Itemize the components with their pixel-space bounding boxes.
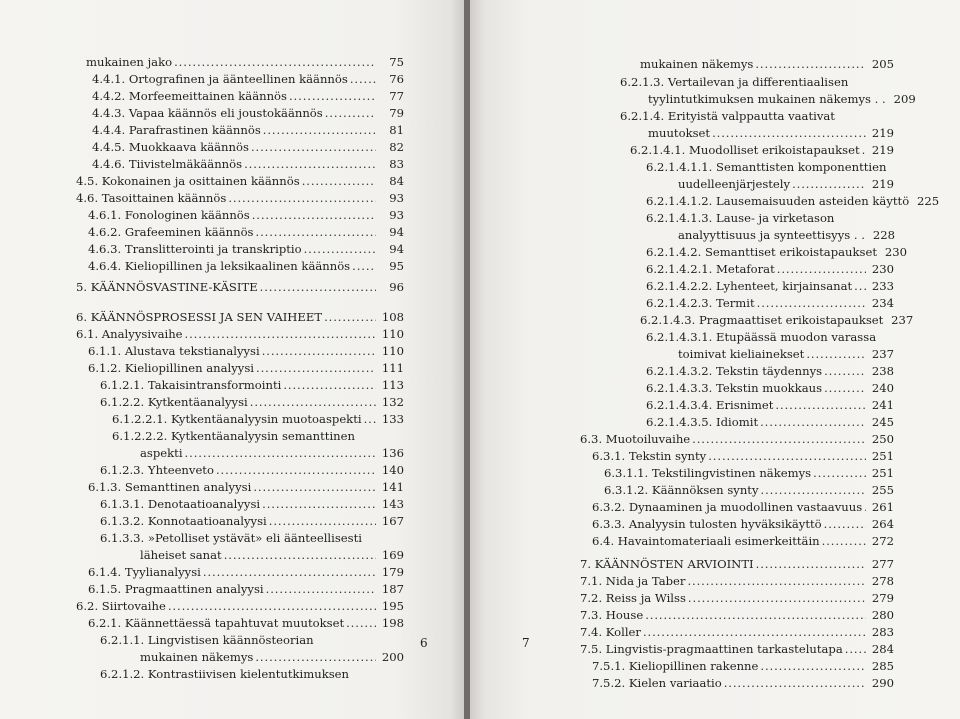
toc-entry-title: 6.2.1.4.2. Semanttiset erikoistapaukset — [646, 245, 877, 259]
toc-entry — [140, 442, 404, 460]
toc-entry — [76, 323, 404, 341]
dot-leader — [250, 395, 376, 409]
toc-page-number: 113 — [381, 378, 404, 392]
toc-page-number: 76 — [389, 72, 404, 86]
dot-leader — [712, 126, 866, 140]
toc-entry — [580, 621, 894, 639]
toc-entry — [100, 493, 404, 511]
toc-page-number: 93 — [389, 208, 404, 222]
dot-leader — [244, 157, 376, 171]
dot-leader — [862, 143, 866, 157]
toc-entry-title: 6.2.1.4.2.2. Lyhenteet, kirjainsanat — [646, 279, 853, 293]
dot-leader — [256, 361, 376, 375]
dot-leader — [775, 398, 866, 412]
toc-entry — [592, 655, 894, 673]
toc-entry — [140, 544, 404, 562]
toc-entry — [88, 357, 404, 375]
toc-entry-title: 6.1.2.3. Yhteenveto — [100, 463, 214, 477]
toc-entry-title: 6.3.1.2. Käännöksen synty — [604, 483, 759, 497]
toc-page-number: 234 — [871, 296, 894, 310]
toc-entry — [140, 646, 404, 664]
toc-entry-title: mukainen näkemys — [140, 650, 254, 664]
toc-entry — [604, 479, 894, 497]
toc-page-number: 225 — [917, 194, 940, 208]
toc-entry — [76, 276, 404, 294]
toc-entry — [640, 309, 914, 327]
toc-entry-title: 4.4.5. Muokkaava käännös — [92, 140, 249, 154]
dot-leader — [756, 557, 866, 571]
toc-entry — [646, 411, 894, 429]
toc-entry — [92, 102, 404, 120]
toc-entry-title: uudelleenjärjestely — [678, 177, 791, 191]
dot-leader — [260, 280, 376, 294]
toc-page-number: 251 — [871, 466, 894, 480]
toc-entry — [646, 207, 894, 225]
dot-leader — [263, 123, 376, 137]
dot-leader — [283, 378, 376, 392]
toc-entry-title: 6.2.1.4. Erityistä valppautta vaativat — [620, 109, 835, 123]
toc-page-number: 255 — [871, 483, 894, 497]
toc-page-number: 143 — [381, 497, 404, 511]
toc-entry — [580, 428, 894, 446]
toc-entry-title: 6.1.3. Semanttinen analyysi — [88, 480, 252, 494]
toc-entry — [646, 156, 894, 174]
dot-leader — [687, 574, 866, 588]
toc-page-number: 83 — [389, 157, 404, 171]
toc-entry — [592, 513, 894, 531]
toc-entry-title: 6.1.3.3. »Petolliset ystävät» eli äänteellisesti — [100, 531, 362, 545]
toc-entry — [646, 275, 894, 293]
toc-entry — [640, 53, 894, 71]
toc-entry-title: 6.1.2.2.1. Kytkentäanalyysin muotoaspekti — [112, 412, 362, 426]
toc-entry-title: 6.3.1. Tekstin synty — [592, 449, 707, 463]
toc-page-number: 94 — [389, 242, 404, 256]
toc-entry — [678, 224, 894, 242]
toc-page-number: 219 — [871, 143, 894, 157]
dot-leader — [364, 412, 376, 426]
toc-entry — [76, 306, 404, 324]
toc-entry — [92, 153, 404, 171]
dot-leader — [266, 582, 376, 596]
page-number-right: 7 — [522, 636, 530, 650]
toc-page-number: 179 — [381, 565, 404, 579]
dot-leader — [346, 616, 376, 630]
toc-entry — [646, 292, 894, 310]
dot-leader — [203, 565, 376, 579]
toc-entry — [92, 68, 404, 86]
toc-page-number: 82 — [389, 140, 404, 154]
toc-entry-title: 6.2.1.4.1. Muodolliset erikoistapaukset — [630, 143, 860, 157]
toc-entry-title: 4.4.6. Tiivistelmäkäännös — [92, 157, 243, 171]
toc-entry-title: 6.1.2. Kieliopillinen analyysi — [88, 361, 254, 375]
toc-entry — [630, 139, 894, 157]
left-page — [0, 0, 464, 719]
toc-page-number: 238 — [871, 364, 894, 378]
toc-page-number: 219 — [871, 126, 894, 140]
toc-page-number: 111 — [381, 361, 404, 375]
toc-page-number: 245 — [871, 415, 894, 429]
toc-page-number: 279 — [871, 591, 894, 605]
toc-entry-title: 4.4.1. Ortografinen ja äänteellinen käännös — [92, 72, 348, 86]
dot-leader — [688, 591, 866, 605]
toc-page-number: 261 — [871, 500, 894, 514]
toc-page-number: 219 — [871, 177, 894, 191]
toc-entry-title: 6.2.1.4.2.3. Termit — [646, 296, 755, 310]
toc-page-number: 77 — [389, 89, 404, 103]
dot-leader — [755, 57, 866, 71]
dot-leader — [325, 106, 376, 120]
toc-entry-title: 6.2.1.4.3.5. Idiomit — [646, 415, 759, 429]
dot-leader — [760, 415, 866, 429]
toc-entry-title: 6.2.1.4.1.3. Lause- ja virketason — [646, 211, 835, 225]
toc-entry — [592, 530, 894, 548]
toc-entry — [100, 663, 404, 681]
toc-entry — [604, 462, 894, 480]
toc-entry — [88, 238, 404, 256]
toc-entry — [100, 391, 404, 409]
toc-entry — [620, 105, 894, 123]
toc-entry-title: 6.1.3.1. Denotaatioanalyysi — [100, 497, 261, 511]
toc-entry-title: 6.2.1.2. Kontrastiivisen kielentutkimuksen — [100, 667, 349, 681]
toc-entry-title: 6.2.1.4.3.2. Tekstin täydennys — [646, 364, 823, 378]
dot-leader — [174, 55, 376, 69]
dot-leader — [262, 497, 376, 511]
toc-entry — [646, 258, 894, 276]
toc-entry-title: 7.1. Nida ja Taber — [580, 574, 686, 588]
toc-page-number: 198 — [381, 616, 404, 630]
toc-page-number: 132 — [381, 395, 404, 409]
toc-entry — [92, 85, 404, 103]
toc-page-number: 141 — [381, 480, 404, 494]
toc-page-number: 209 — [893, 92, 916, 106]
toc-entry — [648, 88, 916, 106]
toc-entry — [646, 241, 907, 259]
toc-entry-title: 7.2. Reiss ja Wilss — [580, 591, 686, 605]
dot-leader — [854, 279, 866, 293]
toc-entry — [678, 343, 894, 361]
dot-leader — [302, 174, 376, 188]
toc-entry — [100, 510, 404, 528]
toc-entry-title: toimivat kielіainekset — [678, 347, 805, 361]
dot-leader — [251, 140, 376, 154]
toc-entry — [580, 570, 894, 588]
toc-entry — [580, 604, 894, 622]
toc-entry — [100, 629, 404, 647]
toc-entry — [648, 122, 894, 140]
toc-page-number: 133 — [381, 412, 404, 426]
toc-page-number: 81 — [389, 123, 404, 137]
toc-entry — [646, 326, 894, 344]
dot-leader — [824, 364, 866, 378]
dot-leader — [262, 344, 376, 358]
toc-page-number: 251 — [871, 449, 894, 463]
toc-entry-title: 6.3. Muotoiluvaihe — [580, 432, 691, 446]
toc-page-number: 237 — [891, 313, 914, 327]
toc-entry — [86, 51, 404, 69]
toc-entry — [646, 360, 894, 378]
toc-page-number: 290 — [871, 676, 894, 690]
toc-entry-title: 6.2.1.4.3.4. Erisnimet — [646, 398, 774, 412]
dot-leader — [864, 500, 866, 514]
toc-entry-title: 6.4. Havaintomateriaali esimerkeittäin — [592, 534, 820, 548]
dot-leader — [822, 534, 866, 548]
toc-entry-title: 4.6. Tasoittainen käännös — [76, 191, 227, 205]
dot-leader — [289, 89, 376, 103]
toc-entry-title: läheiset sanat — [140, 548, 222, 562]
toc-entry-title: 6.2.1.4.3. Pragmaattiset erikoistapaukset — [640, 313, 884, 327]
dot-leader — [645, 608, 866, 622]
toc-entry — [100, 527, 404, 545]
toc-entry-title: 6.1.5. Pragmaattinen analyysi — [88, 582, 264, 596]
toc-entry — [88, 221, 404, 239]
toc-entry — [76, 187, 404, 205]
toc-entry-title: 4.6.3. Translitterointi ja transkriptio — [88, 242, 302, 256]
toc-entry — [88, 578, 404, 596]
toc-page-number: 264 — [871, 517, 894, 531]
toc-entry-title: 6.1.3.2. Konnotaatioanalyysi — [100, 514, 267, 528]
toc-entry-title: 6.2.1.4.2.1. Metaforat — [646, 262, 775, 276]
dot-leader — [304, 242, 376, 256]
dot-leader — [845, 642, 866, 656]
toc-entry — [92, 119, 404, 137]
toc-entry — [678, 173, 894, 191]
dot-leader — [692, 432, 866, 446]
right-page — [470, 0, 960, 719]
toc-entry — [76, 170, 404, 188]
toc-entry-title: 6.3.3. Analyysin tulosten hyväksikäyttö — [592, 517, 822, 531]
toc-entry-title: 4.4.2. Morfeemeittainen käännös — [92, 89, 287, 103]
toc-page-number: 96 — [389, 280, 404, 294]
toc-entry-title: 6.1.1. Alustava tekstianalyysi — [88, 344, 260, 358]
toc-entry-title: 7.5.2. Kielen variaatio — [592, 676, 722, 690]
toc-page-number: 84 — [389, 174, 404, 188]
toc-entry — [592, 496, 894, 514]
toc-entry-title: 4.6.4. Kieliopillinen ja leksikaalinen käännös — [88, 259, 351, 273]
dot-leader — [813, 466, 866, 480]
dot-leader — [757, 296, 866, 310]
toc-entry — [92, 136, 404, 154]
toc-entry-title: 4.6.2. Grafeeminen käännös — [88, 225, 254, 239]
toc-entry-title: 6.2.1.4.3.3. Tekstin muokkaus — [646, 381, 823, 395]
toc-page-number: 237 — [871, 347, 894, 361]
toc-page-number: 93 — [389, 191, 404, 205]
toc-entry-title: 6.2.1.1. Lingvistisen käännösteorian — [100, 633, 314, 647]
toc-entry — [580, 553, 894, 571]
toc-entry-title: 5. KÄÄNNÖSVASTINE-KÄSITE — [76, 280, 258, 294]
dot-leader — [216, 463, 376, 477]
toc-entry-title: 6.2.1.4.1.2. Lausemaisuuden asteiden käyttö — [646, 194, 910, 208]
toc-page-number: 228 — [872, 228, 895, 242]
toc-page-number: 169 — [381, 548, 404, 562]
toc-entry-title: 7.3. House — [580, 608, 644, 622]
toc-page-number: 140 — [381, 463, 404, 477]
toc-entry — [592, 445, 894, 463]
toc-entry-title: 6.2.1.4.3.1. Etupäässä muodon varassa — [646, 330, 877, 344]
dot-leader — [352, 259, 376, 273]
toc-entry-title: 6.2.1.4.1.1. Semanttisten komponenttien — [646, 160, 887, 174]
toc-entry — [580, 587, 894, 605]
toc-entry-title: 7.5.1. Kieliopillinen rakenne — [592, 659, 759, 673]
toc-entry — [88, 561, 404, 579]
dot-leader — [185, 327, 376, 341]
dot-leader — [253, 480, 376, 494]
dot-leader — [252, 208, 376, 222]
toc-page-number: 94 — [389, 225, 404, 239]
toc-page-number: 108 — [381, 310, 404, 324]
toc-entry — [100, 459, 404, 477]
toc-entry-title: 4.4.4. Parafrastinen käännös — [92, 123, 261, 137]
toc-entry — [620, 71, 894, 89]
toc-entry — [88, 255, 404, 273]
toc-page-number: 136 — [381, 446, 404, 460]
dot-leader — [224, 548, 376, 562]
dot-leader — [777, 262, 866, 276]
toc-page-number: 284 — [871, 642, 894, 656]
toc-entry-title: 6.2.1. Käännettäessä tapahtuvat muutokset — [88, 616, 345, 630]
dot-leader — [228, 191, 376, 205]
toc-entry-title: 6.1. Analyysivaihe — [76, 327, 183, 341]
dot-leader — [806, 347, 866, 361]
dot-leader — [256, 225, 377, 239]
toc-entry-title: mukainen näkemys — [640, 57, 754, 71]
dot-leader — [824, 517, 866, 531]
toc-page-number: 283 — [871, 625, 894, 639]
dot-leader — [269, 514, 376, 528]
toc-page-number: 230 — [884, 245, 907, 259]
dot-leader — [324, 310, 376, 324]
toc-entry-title: 4.4.3. Vapaa käännös eli joustokäännös — [92, 106, 323, 120]
toc-entry — [112, 408, 404, 426]
dot-leader — [643, 625, 866, 639]
dot-leader — [708, 449, 866, 463]
toc-entry-title: 6.2.1.3. Vertailevan ja differentiaalisen — [620, 75, 849, 89]
toc-entry-title: aspekti — [140, 446, 183, 460]
toc-entry — [112, 425, 404, 443]
toc-entry-title: 6.1.2.2.2. Kytkentäanalyysin semanttinen — [112, 429, 355, 443]
toc-entry-title: 7. KÄÄNNÖSTEN ARVIOINTI — [580, 557, 754, 571]
toc-entry-title: 6.3.1.1. Tekstilingvistinen näkemys — [604, 466, 812, 480]
toc-page-number: 233 — [871, 279, 894, 293]
toc-entry — [100, 374, 404, 392]
toc-entry — [646, 377, 894, 395]
toc-entry-title: 6.1.2.2. Kytkentäanalyysi — [100, 395, 248, 409]
toc-page-number: 285 — [871, 659, 894, 673]
toc-entry — [592, 672, 894, 690]
toc-page-number: 272 — [871, 534, 894, 548]
toc-page-number: 277 — [871, 557, 894, 571]
toc-entry-title: 6.1.4. Tyylianalyysi — [88, 565, 201, 579]
dot-leader — [824, 381, 866, 395]
toc-page-number: 110 — [381, 344, 404, 358]
toc-entry — [646, 394, 894, 412]
toc-page-number: 240 — [871, 381, 894, 395]
toc-entry-title: 7.5. Lingvistis-pragmaattinen tarkastelutapa — [580, 642, 843, 656]
dot-leader — [185, 446, 376, 460]
toc-page-number: 230 — [871, 262, 894, 276]
toc-entry — [88, 204, 404, 222]
toc-entry-title: 6.3.2. Dynaaminen ja muodollinen vastaavuus — [592, 500, 863, 514]
toc-page-number: 278 — [871, 574, 894, 588]
toc-entry — [88, 340, 404, 358]
page-number-left: 6 — [420, 636, 428, 650]
toc-entry-title: 4.5. Kokonainen ja osittainen käännös — [76, 174, 300, 188]
toc-entry — [88, 612, 404, 630]
dot-leader — [350, 72, 376, 86]
toc-entry-title: 6.2. Siirtovaihe — [76, 599, 166, 613]
toc-entry-title: 4.6.1. Fonologinen käännös — [88, 208, 250, 222]
toc-entry — [76, 595, 404, 613]
toc-entry-title: analyyttisuus ja synteettisyys . . — [678, 228, 865, 242]
toc-page-number: 205 — [871, 57, 894, 71]
dot-leader — [168, 599, 376, 613]
toc-entry-title: muutokset — [648, 126, 711, 140]
toc-page-number: 250 — [871, 432, 894, 446]
toc-entry-title: 7.4. Koller — [580, 625, 641, 639]
toc-page-number: 95 — [389, 259, 404, 273]
toc-entry — [580, 638, 894, 656]
toc-page-number: 110 — [381, 327, 404, 341]
dot-leader — [792, 177, 866, 191]
toc-page-number: 241 — [871, 398, 894, 412]
toc-page-number: 200 — [381, 650, 404, 664]
dot-leader — [724, 676, 866, 690]
toc-entry-title: tyylintutkimuksen mukainen näkemys . . — [648, 92, 886, 106]
toc-page-number: 187 — [381, 582, 404, 596]
dot-leader — [761, 483, 867, 497]
toc-entry-title: mukainen jako — [86, 55, 173, 69]
toc-page-number: 280 — [871, 608, 894, 622]
toc-page-number: 195 — [381, 599, 404, 613]
toc-entry-title: 6. KÄÄNNÖSPROSESSI JA SEN VAIHEET — [76, 310, 323, 324]
toc-page-number: 79 — [389, 106, 404, 120]
toc-entry-title: 6.1.2.1. Takaisintransformointi — [100, 378, 282, 392]
dot-leader — [255, 650, 376, 664]
toc-page-number: 75 — [389, 55, 404, 69]
toc-entry — [88, 476, 404, 494]
toc-page-number: 167 — [381, 514, 404, 528]
dot-leader — [760, 659, 866, 673]
toc-entry — [646, 190, 940, 208]
